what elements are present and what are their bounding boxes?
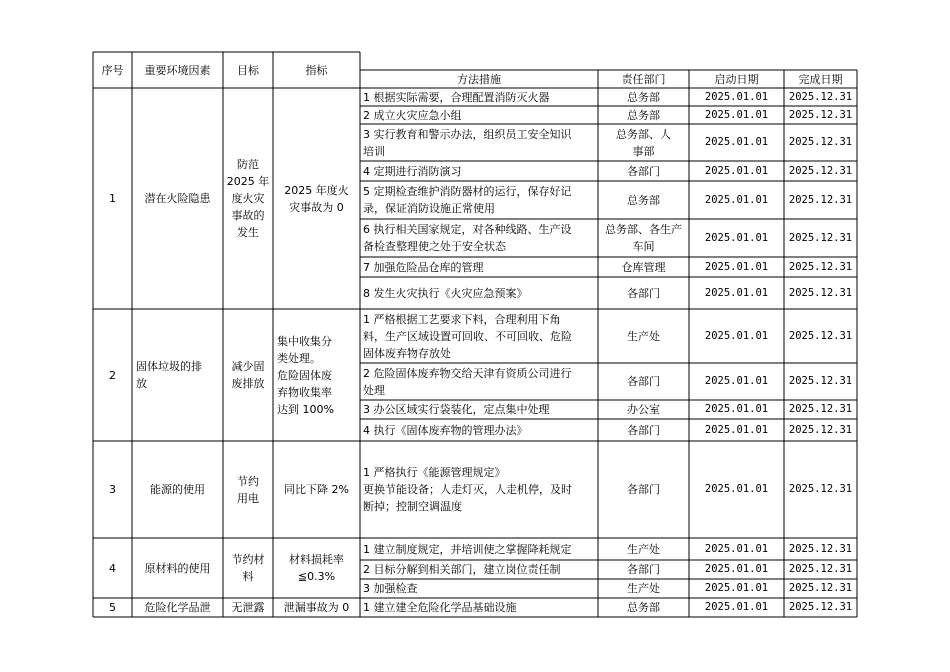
end-date-line: 2025.12.31 [788, 542, 853, 555]
end-date-line: 2025.12.31 [788, 108, 853, 121]
end-date [784, 107, 857, 124]
end-date-line: 2025.12.31 [788, 260, 853, 273]
goal [223, 156, 273, 241]
end-date [784, 561, 857, 578]
method-text [363, 221, 595, 255]
end-date-line: 2025.12.31 [788, 563, 853, 575]
responsible-dept [598, 541, 689, 558]
responsible-dept-line: 总务部 [627, 108, 660, 122]
responsible-dept-line: 各部门 [627, 375, 660, 388]
method-text-line: 固体废弃物存放处 [363, 346, 451, 360]
indicator [277, 182, 356, 216]
start-date [689, 107, 784, 124]
start-date-line: 2025.01.01 [704, 582, 769, 594]
method-text [363, 541, 595, 558]
responsible-dept [598, 221, 689, 255]
responsible-dept [598, 373, 689, 390]
responsible-dept [598, 192, 689, 209]
start-date [689, 192, 784, 209]
end-date-line: 2025.12.31 [788, 403, 853, 415]
end-date [784, 259, 857, 276]
method-text-line: 3 办公区域实行袋装化，定点集中处理 [363, 403, 550, 416]
start-date-line: 2025.01.01 [704, 231, 769, 244]
method-text [363, 89, 595, 106]
start-date-line: 2025.01.01 [704, 108, 769, 121]
responsible-dept [598, 126, 689, 160]
end-date-line: 2025.12.31 [788, 601, 853, 613]
responsible-dept-line: 生产处 [627, 329, 660, 343]
header-no: 序号 [101, 63, 124, 77]
header-factor: 重要环境因素 [144, 63, 211, 77]
method-text-line: 4 定期进行消防演习 [363, 164, 462, 178]
responsible-dept [598, 259, 689, 276]
header-start: 启动日期 [714, 72, 759, 86]
environment-factor [136, 358, 219, 392]
method-text-line: 1 严格根据工艺要求下料，合理利用下角 [363, 312, 561, 326]
start-date [689, 580, 784, 597]
method-text-line: 2 危险固体废弃物交给天津有资质公司进行 [363, 366, 572, 380]
environment-factor-line: 原材料的使用 [144, 561, 211, 575]
responsible-dept-line: 总务部 [627, 601, 660, 614]
environment-factor-line: 放 [136, 377, 147, 390]
method-text [363, 365, 595, 399]
method-text [363, 107, 595, 124]
method-text [363, 599, 595, 616]
environment-factor-line: 潜在火险隐患 [144, 192, 211, 205]
end-date-line: 2025.12.31 [788, 136, 853, 148]
responsible-dept [598, 481, 689, 498]
environment-factor [136, 599, 219, 616]
start-date-line: 2025.01.01 [704, 375, 769, 387]
responsible-dept-line: 生产处 [627, 542, 660, 556]
responsible-dept-line: 事部 [632, 144, 655, 158]
end-date [784, 192, 857, 209]
responsible-dept [598, 89, 689, 106]
end-date [784, 580, 857, 597]
start-date-line: 2025.01.01 [704, 563, 769, 575]
start-date [689, 373, 784, 390]
goal-line: 事故的 [231, 209, 265, 222]
method-text-line: 1 建立建全危险化学品基础设施 [363, 601, 517, 614]
end-date-line: 2025.12.31 [788, 90, 853, 103]
end-date [784, 541, 857, 558]
goal-line: 节约 [237, 474, 259, 488]
end-date-line: 2025.12.31 [788, 164, 853, 177]
responsible-dept-line: 各部门 [627, 563, 660, 576]
group-number [93, 560, 132, 577]
method-text-line: 培训 [363, 144, 385, 158]
responsible-dept [598, 328, 689, 345]
end-date-line: 2025.12.31 [788, 423, 853, 436]
end-date [784, 285, 857, 302]
group-number-line: 1 [109, 192, 116, 205]
responsible-dept [598, 599, 689, 616]
responsible-dept-line: 总务部、各生产 [605, 223, 682, 236]
end-date [784, 230, 857, 247]
start-date [689, 134, 784, 151]
responsible-dept-line: 仓库管理 [621, 260, 666, 274]
indicator [277, 481, 356, 498]
responsible-dept [598, 401, 689, 418]
method-text [363, 580, 595, 597]
end-date-line: 2025.12.31 [788, 231, 853, 244]
header-goal: 目标 [237, 63, 259, 77]
group-number-line: 3 [109, 483, 116, 496]
indicator-line: 灾事故为 0 [289, 200, 344, 214]
indicator-line: 泄漏事故为 0 [283, 601, 350, 614]
start-date [689, 422, 784, 439]
method-text-line: 处理 [363, 383, 385, 397]
indicator-line: 类处理。 [277, 351, 321, 365]
header-indicator: 指标 [305, 63, 328, 77]
method-text-line: 2 成立火灾应急小组 [363, 108, 462, 122]
responsible-dept-line: 各部门 [627, 164, 660, 178]
start-date-line: 2025.01.01 [704, 164, 769, 177]
group-number [93, 367, 132, 384]
responsible-dept [598, 580, 689, 597]
end-date [784, 373, 857, 390]
method-text [363, 422, 595, 439]
goal [223, 599, 273, 616]
indicator-line: ≦0.3% [297, 570, 336, 583]
start-date [689, 599, 784, 616]
method-text-line: 5 定期检查维护消防器材的运行，保存好记 [363, 185, 572, 198]
method-text [363, 561, 595, 578]
method-text-line: 6 执行相关国家规定，对各种线路、生产设 [363, 223, 572, 236]
start-date-line: 2025.01.01 [704, 193, 769, 206]
method-text [363, 126, 595, 160]
responsible-dept-line: 各部门 [627, 423, 660, 437]
group-number-line: 5 [109, 601, 116, 614]
end-date-line: 2025.12.31 [788, 286, 853, 299]
method-text [363, 464, 595, 515]
method-text [363, 285, 595, 302]
responsible-dept-line: 总务部 [627, 90, 660, 104]
start-date-line: 2025.01.01 [704, 90, 769, 103]
end-date [784, 422, 857, 439]
method-text-line: 2 目标分解到相关部门，建立岗位责任制 [363, 563, 561, 576]
method-text [363, 163, 595, 180]
group-number-line: 4 [109, 561, 116, 575]
environment-factor-line: 危险化学品泄 [144, 601, 211, 614]
goal-line: 防范 [237, 158, 259, 171]
start-date [689, 481, 784, 498]
indicator-line: 弃物收集率 [277, 385, 332, 399]
start-date-line: 2025.01.01 [704, 260, 769, 273]
method-text-line: 3 实行教育和警示办法，组织员工安全知识 [363, 127, 572, 141]
end-date-line: 2025.12.31 [788, 375, 853, 387]
goal [223, 551, 273, 585]
responsible-dept [598, 107, 689, 124]
responsible-dept-line: 生产处 [627, 582, 660, 595]
method-text [363, 259, 595, 276]
indicator-line: 材料损耗率 [289, 553, 344, 566]
group-number [93, 481, 132, 498]
method-text-line: 4 执行《固体废弃物的管理办法》 [363, 423, 528, 437]
responsible-dept-line: 办公室 [627, 403, 660, 416]
method-text-line: 1 根据实际需要，合理配置消防灭火器 [363, 90, 550, 104]
goal-line: 度火灾 [231, 192, 265, 205]
end-date [784, 134, 857, 151]
start-date-line: 2025.01.01 [704, 542, 769, 555]
end-date [784, 401, 857, 418]
method-text [363, 311, 595, 362]
responsible-dept [598, 163, 689, 180]
responsible-dept [598, 285, 689, 302]
start-date [689, 328, 784, 345]
goal-line: 用电 [237, 491, 259, 505]
start-date [689, 163, 784, 180]
end-date [784, 89, 857, 106]
method-text-line: 8 发生火灾执行《火灾应急预案》 [363, 286, 528, 300]
indicator [277, 333, 356, 418]
responsible-dept [598, 561, 689, 578]
group-number-line: 2 [109, 368, 116, 382]
start-date-line: 2025.01.01 [704, 601, 769, 613]
end-date-line: 2025.12.31 [788, 483, 853, 495]
header-dept: 责任部门 [621, 72, 666, 86]
responsible-dept-line: 各部门 [627, 286, 660, 300]
responsible-dept-line: 各部门 [627, 483, 660, 496]
end-date [784, 328, 857, 345]
environment-factor [136, 560, 219, 577]
indicator-line: 达到 100% [277, 402, 334, 416]
method-text-line: 1 建立制度规定，并培训使之掌握降耗规定 [363, 542, 572, 556]
end-date [784, 481, 857, 498]
method-text-line: 1 严格执行《能源管理规定》 [363, 466, 506, 479]
end-date-line: 2025.12.31 [788, 329, 853, 342]
start-date-line: 2025.01.01 [704, 329, 769, 342]
environment-factor [136, 481, 219, 498]
indicator [277, 599, 356, 616]
start-date [689, 401, 784, 418]
environment-factor-line: 能源的使用 [150, 483, 205, 496]
method-text [363, 401, 595, 418]
end-date [784, 163, 857, 180]
start-date [689, 230, 784, 247]
environment-factor [136, 190, 219, 207]
goal-line: 无泄露 [231, 601, 265, 614]
end-date-line: 2025.12.31 [788, 582, 853, 594]
indicator-line: 集中收集分 [277, 334, 332, 348]
header-end: 完成日期 [798, 72, 843, 86]
start-date [689, 541, 784, 558]
goal-line: 减少固 [231, 360, 265, 373]
method-text [363, 183, 595, 217]
indicator-line: 危险固体废 [277, 368, 332, 382]
goal-line: 料 [242, 570, 254, 583]
method-text-line: 料，生产区域设置可回收、不可回收、危险 [363, 329, 572, 343]
goal-line: 发生 [237, 226, 259, 239]
goal [223, 358, 273, 392]
method-text-line: 备检查整理使之处于安全状态 [363, 240, 506, 253]
end-date [784, 599, 857, 616]
indicator [277, 551, 356, 585]
start-date [689, 561, 784, 578]
start-date-line: 2025.01.01 [704, 483, 769, 495]
start-date-line: 2025.01.01 [704, 423, 769, 436]
start-date [689, 285, 784, 302]
start-date-line: 2025.01.01 [704, 286, 769, 299]
header-method: 方法措施 [457, 72, 501, 86]
start-date-line: 2025.01.01 [704, 136, 769, 148]
environment-factor-line: 固体垃圾的排 [136, 360, 202, 373]
group-number [93, 190, 132, 207]
end-date-line: 2025.12.31 [788, 193, 853, 206]
method-text-line: 7 加强危险品仓库的管理 [363, 260, 484, 274]
responsible-dept-line: 总务部 [627, 193, 660, 207]
goal-line: 废排放 [231, 377, 265, 390]
method-text-line: 断掉；控制空调温度 [363, 500, 462, 513]
responsible-dept-line: 总务部、人 [616, 127, 671, 141]
responsible-dept [598, 422, 689, 439]
start-date-line: 2025.01.01 [704, 403, 769, 415]
start-date [689, 89, 784, 106]
goal-line: 节约材 [231, 553, 265, 566]
method-text-line: 录，保证消防设施正常使用 [363, 202, 495, 215]
goal [223, 473, 273, 507]
goal-line: 2025 年 [226, 175, 270, 188]
indicator-line: 2025 年度火 [284, 183, 349, 197]
start-date [689, 259, 784, 276]
method-text-line: 更换节能设备；人走灯灭，人走机停，及时 [363, 483, 572, 496]
indicator-line: 同比下降 2% [284, 483, 349, 496]
responsible-dept-line: 车间 [632, 240, 655, 253]
method-text-line: 3 加强检查 [363, 582, 418, 595]
group-number [93, 599, 132, 616]
